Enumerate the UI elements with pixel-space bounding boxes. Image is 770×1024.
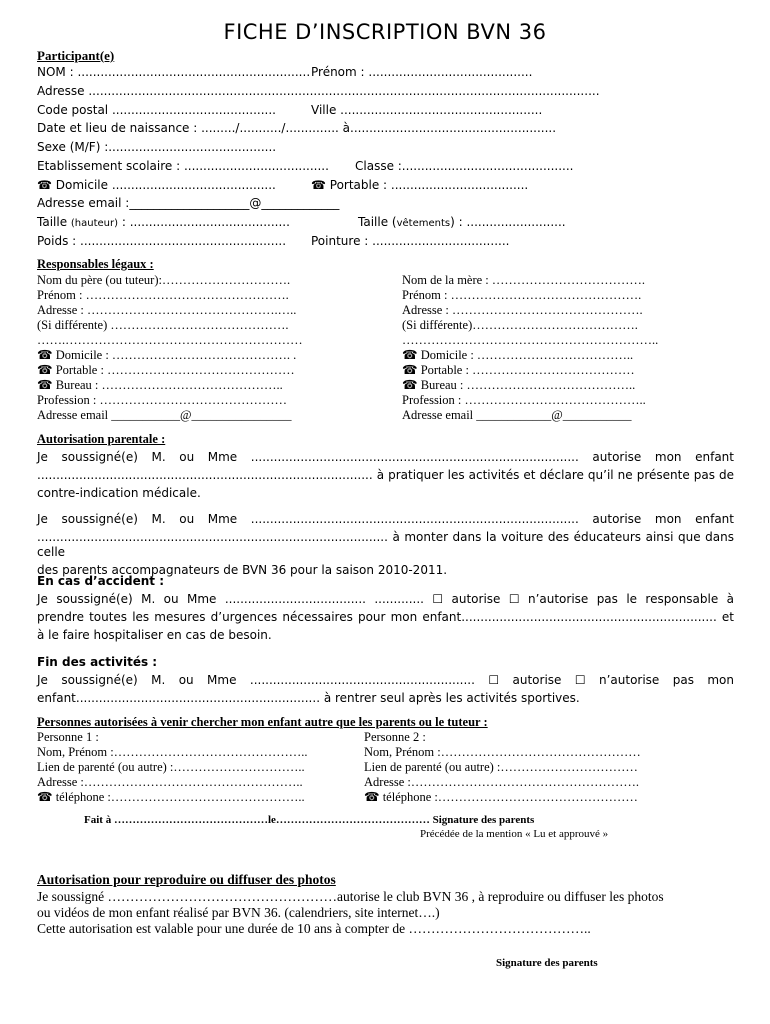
mere-profession: Profession : …………………………………….. [402, 393, 646, 407]
photos-line-3: Cette autorisation est valable pour une durée de 10 ans à compter de ………………………………….. [37, 921, 591, 936]
field-adresse: Adresse ...................................................................................................................................... [37, 84, 600, 98]
mere-bureau: ☎ Bureau : ………………………………….. [402, 378, 636, 392]
field-etablissement: Etablissement scolaire : ...................................... [37, 159, 329, 173]
photos-line-2: ou vidéos de mon enfant réalisé par BVN 36. (calendriers, site internet….) [37, 905, 440, 920]
field-poids: Poids : ...................................................... [37, 234, 287, 248]
pere-si-differente: (Si différente) ……………………………………. [37, 318, 289, 332]
page-title: FICHE D’INSCRIPTION BVN 36 [223, 20, 547, 44]
personne-2-telephone: ☎ téléphone :………………………………………… [364, 790, 638, 804]
personne-1-telephone: ☎ téléphone :……………………………………….. [37, 790, 305, 804]
personnes-heading: Personnes autorisées à venir chercher mon enfant autre que les parents ou le tuteur : [37, 715, 488, 729]
accident-heading: En cas d’accident : [37, 574, 165, 588]
mere-prenom: Prénom : ………………………………………. [402, 288, 642, 302]
personne-2-label: Personne 2 : [364, 730, 426, 744]
fin-activites-paragraph: Je soussigné(e) M. ou Mme ........................................................... ☐ autorise ☐ n’autorise pas mon enfant................................................................ à rentrer seul après les activités sportives. [37, 673, 734, 705]
autorisation-paragraph-1: Je soussigné(e) M. ou Mme ...................................................................................... autorise mon enfant ........................................................................................ à pratiquer les activités et déclare qu’il ne présente pas de contre-indication médicale. [37, 450, 734, 500]
mere-portable: ☎ Portable : ………………………………… [402, 363, 635, 377]
responsable-mere [402, 273, 658, 423]
personne-1-label: Personne 1 : [37, 730, 99, 744]
field-classe: Classe :............................................. [355, 159, 574, 173]
field-domicile: ☎ Domicile ........................................... [37, 178, 276, 192]
pere-email: Adresse email ___________@________________ [37, 408, 292, 422]
pere-adresse: Adresse : ……………………………………….….. [37, 303, 297, 317]
photos-line-1: Je soussigné ……………………………………………autorise le club BVN 36 , à reproduire ou diffuser les photos [37, 889, 664, 904]
pere-prenom: Prénom : …………………………………………. [37, 288, 289, 302]
field-pointure: Pointure : .................................... [311, 234, 510, 248]
personne-1 [37, 730, 307, 805]
personne-2 [364, 730, 641, 805]
mere-nom: Nom de la mère : ………………………………. [402, 273, 646, 287]
pere-adresse-suite: …….………………………………………………… [37, 333, 303, 347]
lu-et-approuve-mention: Précédée de la mention « Lu et approuvé » [420, 828, 609, 840]
personne-1-lien: Lien de parenté (ou autre) :………………………….. [37, 760, 305, 774]
fin-activites-heading: Fin des activités : [37, 655, 158, 669]
field-taille-hauteur: Taille (hauteur) : .......................................... [37, 215, 290, 229]
mere-domicile: ☎ Domicile : ……………………………….. [402, 348, 634, 362]
field-email: Adresse email :____________________@_____________ [37, 196, 340, 210]
pere-nom: Nom du père (ou tuteur):…………………………. [37, 273, 291, 287]
pere-bureau: ☎ Bureau : …………………………………….. [37, 378, 283, 392]
photos-signature: Signature des parents [496, 957, 598, 969]
mere-si-differente: (Si différente)…………………………………. [402, 318, 638, 332]
responsable-pere [37, 273, 303, 423]
autorisation-paragraph-2: Je soussigné(e) M. ou Mme ...................................................................................... autorise mon enfant ............................................................................................ à monter dans la voiture des éducateurs ainsi que dans celle des parents accompagnateurs de BVN 36 pour la saison 2010-2011. [37, 512, 734, 577]
personne-2-nom: Nom, Prénom :………………………………………… [364, 745, 641, 759]
pere-profession: Profession : ……………………………………… [37, 393, 287, 407]
field-portable: ☎ Portable : .................................... [311, 178, 529, 192]
mere-adresse-suite: …………………………………………………….. [402, 333, 659, 347]
pere-domicile: ☎ Domicile : ……………………………………. . [37, 348, 297, 362]
mere-adresse: Adresse : ………………………………………. [402, 303, 643, 317]
field-prenom: Prénom : ........................................... [311, 65, 533, 79]
accident-paragraph: Je soussigné(e) M. ou Mme ..................................... ............. ☐ autorise ☐ n’autorise pas le responsable à prendre toutes les mesures d’urgences nécessaires pour mon enfant................................................................... et à le faire hospitaliser en cas de besoin. [37, 592, 734, 642]
responsables-heading: Responsables légaux : [37, 257, 154, 271]
personne-1-adresse: Adresse :…………………………………………….. [37, 775, 303, 789]
field-ville: Ville ..................................................... [311, 103, 543, 117]
field-nom: NOM : ............................................................. [37, 65, 311, 79]
autorisation-parentale-heading: Autorisation parentale : [37, 432, 166, 446]
field-code-postal: Code postal ........................................... [37, 103, 276, 117]
personne-2-adresse: Adresse :………………………………………………. [364, 775, 639, 789]
field-sexe: Sexe (M/F) :............................................ [37, 140, 277, 154]
participant-heading: Participant(e) [37, 48, 115, 63]
fait-a-line: Fait à ……………………………………le…………………………………… Signature des parents [84, 814, 535, 826]
pere-portable: ☎ Portable : ……………………………………… [37, 363, 295, 377]
photos-heading: Autorisation pour reproduire ou diffuser des photos [37, 872, 336, 887]
personne-1-nom: Nom, Prénom :……………………………………….. [37, 745, 308, 759]
field-naissance: Date et lieu de naissance : ........./.........../.............. à...................................................... [37, 121, 557, 135]
field-taille-vetements: Taille (vêtements) : .......................... [358, 215, 566, 229]
mere-email: Adresse email ____________@___________ [402, 408, 632, 422]
personne-2-lien: Lien de parenté (ou autre) :…………………………… [364, 760, 638, 774]
